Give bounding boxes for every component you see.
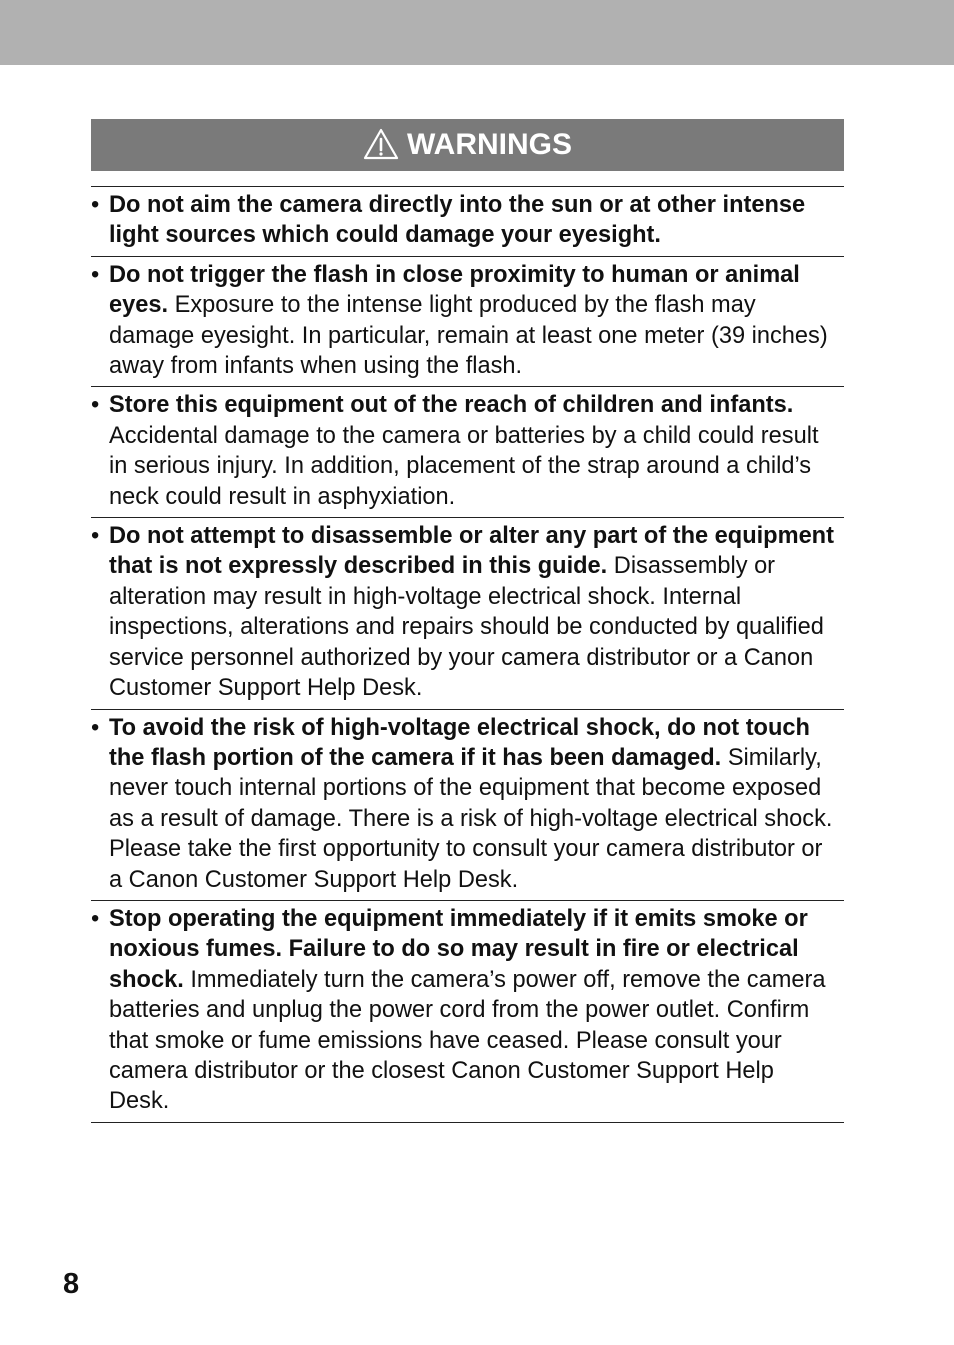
warning-body: Exposure to the intense light produced by the flash may damage eyesight. In particular, remain at least one meter (39 inches) away from infants when using the flash.	[109, 292, 828, 380]
warning-item	[91, 257, 844, 388]
warning-triangle-icon	[363, 128, 399, 160]
warning-lead: Stop operating the equipment immediately if it emits smoke or noxious fumes. Failure to do so may result in fire or electrical shock.	[109, 905, 808, 993]
warning-item	[91, 901, 844, 1123]
warning-body: Immediately turn the camera’s power off, remove the camera batteries and unplug the power cord from the power outlet. Confirm that smoke or fume emissions have ceased. Please consult your camera distributor or the closest Canon Customer Support Help Desk.	[109, 966, 826, 1115]
warning-body: Similarly, never touch internal portions of the equipment that become exposed as a result of damage. There is a risk of high-voltage electrical shock. Please take the first opportunity to consult your camera distributor or a Canon Customer Support Help Desk.	[109, 744, 833, 893]
page-number: 8	[63, 1268, 80, 1300]
warning-item	[91, 387, 844, 518]
warnings-header	[91, 119, 844, 171]
warning-lead: Store this equipment out of the reach of children and infants.	[109, 392, 794, 419]
warning-lead: Do not attempt to disassemble or alter any part of the equipment that is not expressly described in this guide.	[109, 523, 834, 580]
warning-list	[91, 186, 844, 1123]
warning-lead: Do not aim the camera directly into the sun or at other intense light sources which could damage your eyesight.	[109, 192, 806, 249]
warning-item	[91, 187, 844, 257]
warning-item	[91, 710, 844, 901]
warning-body: Disassembly or alteration may result in high-voltage electrical shock. Internal inspections, alterations and repairs should be conducted by qualified service personnel authorized by your camera distributor or a Canon Customer Support Help Desk.	[109, 553, 824, 702]
warnings-title: WARNINGS	[407, 128, 572, 161]
warning-lead: To avoid the risk of high-voltage electrical shock, do not touch the flash portion of the camera if it has been damaged.	[109, 714, 810, 771]
warning-lead: Do not trigger the flash in close proximity to human or animal eyes.	[109, 261, 800, 319]
warning-item	[91, 518, 844, 709]
warning-body: Accidental damage to the camera or batteries by a child could result in serious injury. In addition, placement of the strap around a child’s neck could result in asphyxiation.	[109, 422, 819, 510]
top-band	[0, 0, 954, 65]
